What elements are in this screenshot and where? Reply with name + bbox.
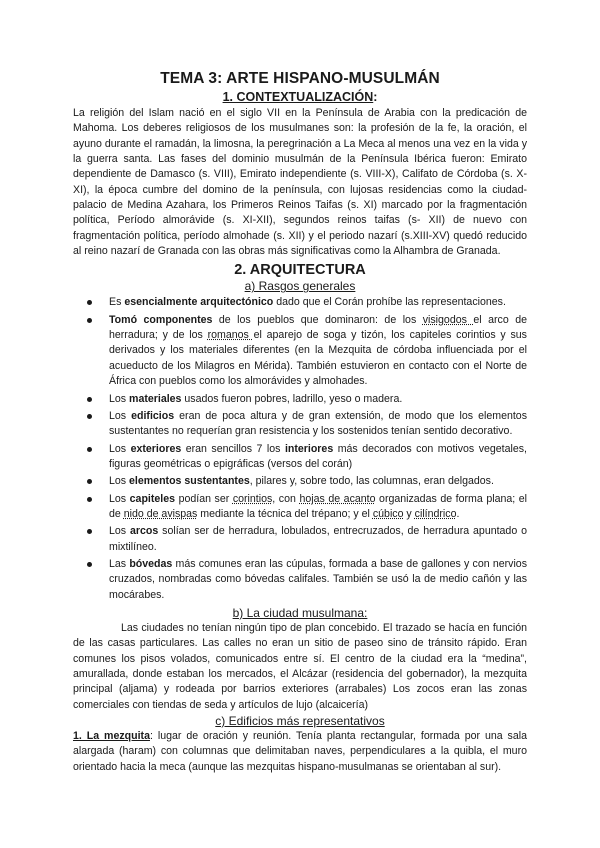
bullet-icon [87,529,92,534]
bullet-icon [87,318,92,323]
section-1-heading-text: 1. CONTEXTUALIZACIÓN [222,90,374,104]
text-run: de los pueblos que dominaron: de los [212,313,423,326]
text-run: eran sencillos 7 los [181,442,285,455]
text-run: mediante la técnica del trépano; y el [197,507,373,520]
bold-term: arcos [129,525,159,538]
rasgos-generales-list [73,295,527,603]
subsection-a-heading-text: a) Rasgos generales [244,279,356,294]
text-run: . [456,507,460,520]
list-item [73,295,527,310]
mezquita-text: : lugar de oración y reunión. Tenía planta rectangular, formada por una sala alargada (haram) con columnas que delimitaban naves, perpendiculares a la quibla, el muro orientado hacia la meca (aunque las mezquitas hispano-musulmanas se orientaban al sur). [73,730,527,773]
bold-term: interiores [284,442,334,455]
text-run: Los [109,409,132,422]
text-run: más decorados con motivos vegetales, figuras geométricas o epigráficas (versos del corán) [109,442,528,470]
bold-term: exteriores [130,442,182,455]
underlined-term: cúbico [372,507,404,520]
text-run: solían ser de herradura, lobulados, entrecruzados, de herradura apuntado o mixtilíneo. [109,525,528,553]
underlined-term: corintios [232,492,273,505]
underlined-term: visigodos [422,313,474,326]
text-run: y [403,507,415,520]
subsection-b-heading-text: b) La ciudad musulmana: [232,605,368,620]
bold-term: esencialmente arquitectónico [124,296,274,309]
text-run: dado que el Corán prohíbe las representaciones. [273,296,506,309]
bullet-icon [87,397,92,402]
bullet-icon [87,447,92,452]
text-run: Las [109,557,130,570]
text-run: Es [109,296,125,309]
underlined-term: romanos [207,329,254,342]
bold-term: materiales [129,392,182,405]
bullet-icon [87,562,92,567]
list-item [73,313,527,390]
list-item [73,442,527,473]
text-run: eran de poca altura y de gran extensión, de modo que los elementos sustentantes no requerían gran resistencia y los sostenidos tenían sentido decorativo. [109,409,527,438]
bold-term: edificios [131,409,175,422]
bold-term: bóvedas [129,557,173,570]
bullet-icon [87,479,92,484]
text-run: , con [272,492,300,505]
text-run: podían ser [175,492,233,505]
bold-term: Tomó componentes [109,313,213,326]
underlined-term: hojas de acanto [299,492,376,505]
text-run: organizadas de forma plana; el de [109,492,527,520]
list-item [73,409,527,440]
text-run: Los [109,392,130,405]
mezquita-paragraph [73,729,527,775]
list-item [73,557,527,603]
ciudad-musulmana-paragraph: Las ciudades no tenían ningún tipo de plan concebido. El trazado se hacía en función de las casas particulares. Las calles no eran un sitio de paseo sino de tránsito rápido. Eran comunes los pisos volados, comunicados entre sí. El centro de la ciudad era la “medina”, amurallada, donde estaban los mercados, el Alcázar (residencia del gobernador), la mezquita principal (aljama) y rodeada por barrios exteriores (arrabales) Los zocos eran las zonas comerciales con tiendas de seda y artículos de lujo (alcaicería) [73,621,527,711]
text-run: Los [109,475,130,488]
text-run: más comunes eran las cúpulas, formada a base de gallones y con nervios cruzados, nombradas como bóvedas califales. También se usó la de medio cañón y las mocárabes. [109,557,527,601]
subsection-b-heading [73,606,527,620]
list-item [73,392,527,407]
bullet-icon [87,414,92,419]
subsection-c-heading [73,714,527,728]
contextualizacion-paragraph: La religión del Islam nació en el siglo VII en la Península de Arabia con la predicación de Mahoma. Los deberes religiosos de los musulmanes son: la profesión de la fe, la oración, el ayuno durante el ramadán, la limosna, la peregrinación a La Meca al menos una vez en la vida y la guerra santa. Las fases del dominio musulmán de la Península Ibérica fueron: Emirato dependiente de Damasco (s. VIII), Emirato independiente (s. VIII-X), Califato de Córdoba (s. X-XI), la época cumbre del domino de la península, con lujosas residencias como la ciudad-palacio de Medina Azahara, los Primeros Reinos Taifas (s. XI) marcado por la fragmentación política, Período almorávide (s. XI-XII), segundos reinos taifas (s- XII) de nuevo con fragmentación política, período almohade (s. XII) y el periodo nazarí (s.XIII-XV) quedó reducido al reino nazarí de Granada con las obras más significativas como la Alhambra de Granada. [73,107,527,258]
mezquita-label: 1. La mezquita [73,730,150,743]
section-1-heading [73,90,527,104]
bullet-icon [87,497,92,502]
list-item [73,474,527,489]
subsection-c-heading-text: c) Edificios más representativos [215,714,385,729]
text-run: usados fueron pobres, ladrillo, yeso o madera. [181,392,403,405]
text-run: Los [109,492,130,505]
text-run: el aparejo de soga y tizón, los capiteles corintios y sus derivados y los materiales diferentes (en la Mezquita de córdoba influenciada por el acueducto de los Milagros en Mérida). También estuvieron en contacto con el Norte de África con pueblos como los almorávides y almohades. [109,329,527,388]
text-run: el arco de herradura; y de los [109,313,528,342]
bold-term: capiteles [129,492,176,505]
document-title: TEMA 3: ARTE HISPANO-MUSULMÁN [160,70,440,87]
text-run: Los [109,442,131,455]
text-run: Los [109,525,130,538]
subsection-a-heading [73,279,527,293]
list-item [73,492,527,523]
underlined-term: cilíndrico [414,507,457,520]
bold-term: elementos sustentantes [129,475,250,488]
section-1-heading-colon: : [373,90,378,104]
bullet-icon [87,300,92,305]
section-2-heading: 2. ARQUITECTURA [234,262,366,279]
text-run: , pilares y, sobre todo, las columnas, eran delgados. [249,475,494,488]
list-item [73,524,527,555]
underlined-term: nido de avispas [123,507,198,520]
